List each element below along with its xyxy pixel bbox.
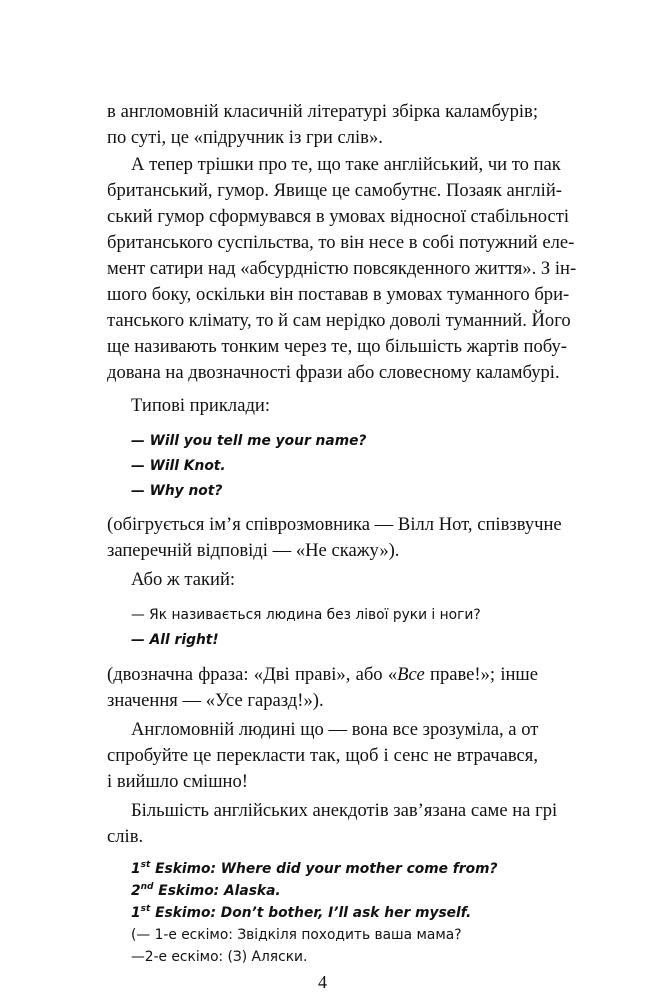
eskimo-2-number: 2 <box>131 883 141 899</box>
paragraph-8-line-2: слів. <box>107 826 144 847</box>
eskimo-1-ordinal: st <box>140 860 151 870</box>
paragraph-5: Або ж такий: <box>131 569 236 590</box>
dialog-2-line-1: — Як називається людина без лівої руки і ноги? <box>131 607 481 623</box>
page-number: 4 <box>318 972 327 992</box>
paragraph-2-line-7: танського клімату, то й сам нерідко доволі туманний. Його <box>107 310 571 331</box>
paragraph-2-line-1: А тепер трішки про те, що таке англійський, чи то пак <box>131 154 561 175</box>
paragraph-6-emphasis: Все <box>397 664 425 685</box>
eskimo-1-number: 1 <box>131 861 141 877</box>
paragraph-1-line-2: по суті, це «підручник із гри слів». <box>107 127 383 148</box>
eskimo-line-2 <box>131 880 538 902</box>
paragraph-3: Типові приклади: <box>131 395 271 416</box>
eskimo-1-text: Eskimo: Where did your mother come from? <box>150 861 498 877</box>
paragraph-8-line-1: Більшість англійських анекдотів зав’язана саме на грі <box>131 800 558 821</box>
dialog-1-line-1: — Will you tell me your name? <box>131 433 367 449</box>
eskimo-line-3 <box>131 902 538 924</box>
translation-line-1: (— 1-е ескімо: Звідкіля походить ваша мама? <box>131 927 462 943</box>
paragraph-4-line-2: заперечній відповіді — «Не скажу»). <box>107 540 400 561</box>
paragraph-2-line-4: британського суспільства, то він несе в собі потужний еле- <box>107 232 575 253</box>
paragraph-4-line-1: (обігрується ім’я співрозмовника — Вілл Нот, співзвучне <box>107 514 562 535</box>
paragraph-7-line-2: спробуйте це перекласти так, щоб і сенс не втрачався, <box>107 745 538 766</box>
dialog-2-line-2: — All right! <box>131 632 219 648</box>
eskimo-line-1 <box>131 858 538 880</box>
paragraph-6-line-2: значення — «Усе гаразд!»). <box>107 690 324 711</box>
paragraph-1-line-1: в англомовній класичній літературі збірка каламбурів; <box>107 101 538 122</box>
paragraph-2-line-3: ський гумор сформувався в умовах відносної стабільності <box>107 206 570 227</box>
paragraph-6-line-1 <box>107 662 538 688</box>
paragraph-6-text-a: (двозначна фраза: «Дві праві», або « <box>107 664 398 685</box>
dialog-1-line-2: — Will Knot. <box>131 458 226 474</box>
paragraph-2-line-6: шого боку, оскільки він поставав в умовах туманного бри- <box>107 284 570 305</box>
eskimo-3-ordinal: st <box>140 904 151 914</box>
eskimo-3-text: Eskimo: Don’t bother, I’ll ask her myself. <box>150 905 472 921</box>
paragraph-2-line-5: мент сатири над «абсурдністю повсякденного життя». З ін- <box>107 258 577 279</box>
dialog-1-line-3: — Why not? <box>131 483 223 499</box>
paragraph-7-line-3: і вийшло смішно! <box>107 771 248 792</box>
paragraph-2-line-8: ще називають тонким через те, що більшість жартів побу- <box>107 336 567 357</box>
paragraph-7-line-1: Англомовній людині що — вона все зрозуміла, а от <box>131 719 539 740</box>
paragraph-6-text-b: праве!»; інше <box>424 664 539 685</box>
paragraph-2-line-9: дована на двозначності фрази або словесному каламбурі. <box>107 362 560 383</box>
translation-line-2: —2-е ескімо: (З) Аляски. <box>131 949 308 965</box>
eskimo-3-number: 1 <box>131 905 141 921</box>
paragraph-2-line-2: британський, гумор. Явище це самобутнє. Позаяк англій- <box>107 180 562 201</box>
eskimo-2-text: Eskimo: Alaska. <box>153 883 281 899</box>
eskimo-2-ordinal: nd <box>140 882 154 892</box>
